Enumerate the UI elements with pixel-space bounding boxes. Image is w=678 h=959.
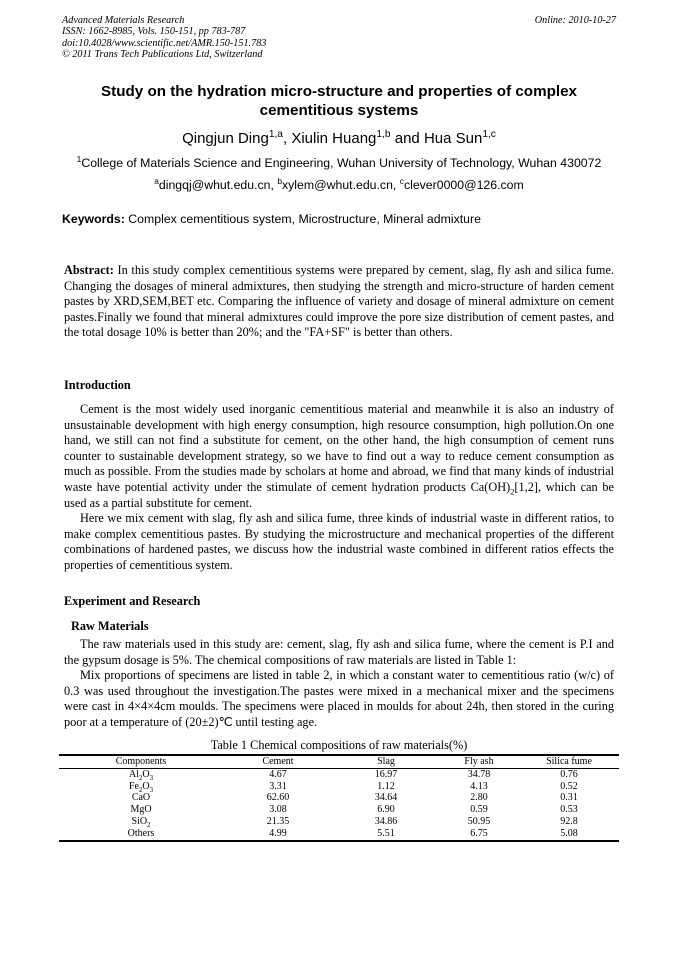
- formula-subscript: 3: [149, 786, 154, 794]
- author-name: Hua Sun: [423, 130, 483, 147]
- table-row: [59, 828, 619, 841]
- journal-name: Advanced Materials Research: [62, 15, 185, 26]
- author-emails: [62, 177, 616, 193]
- value-cell: 5.51: [377, 827, 395, 839]
- table-row: [59, 792, 619, 804]
- affiliation-sup: 1: [76, 153, 82, 164]
- value-cell: 0.59: [470, 804, 488, 816]
- table-body: [59, 768, 619, 840]
- affiliation-text: College of Materials Science and Engineering, Wuhan University of Technology, Wuhan 430072: [81, 156, 602, 170]
- author-sup: 1,b: [376, 129, 391, 140]
- value-cell: 4.67: [269, 768, 287, 780]
- formula-text: O: [142, 780, 150, 792]
- paragraph-text: [1,2], which can be used as a partial substitute for cement.: [64, 479, 614, 510]
- doi-line: doi:10.4028/www.scientific.net/AMR.150-151.783: [62, 37, 267, 49]
- value-cell: 0.76: [560, 768, 578, 780]
- value-cell: 34.78: [467, 768, 491, 780]
- email-sup: a: [154, 175, 159, 186]
- issn-line: ISSN: 1662-8985, Vols. 150-151, pp 783-787: [62, 26, 246, 38]
- table-caption: Table 1 Chemical compositions of raw materials(%): [210, 738, 468, 752]
- formula-text: Fe: [128, 780, 139, 792]
- journal-header: [62, 15, 266, 61]
- formula-text: SiO: [131, 815, 148, 827]
- paragraph: [64, 402, 614, 511]
- formula-subscript: 2: [138, 774, 143, 782]
- table-1: [59, 754, 619, 842]
- formula-text: Others: [127, 827, 155, 839]
- value-cell: 4.13: [470, 780, 488, 792]
- value-cell: 0.31: [560, 792, 578, 804]
- formula-text: Al: [128, 768, 139, 780]
- author-separator: and: [390, 130, 424, 147]
- component-cell: [59, 816, 223, 828]
- email-sup: c: [399, 175, 404, 186]
- value-cell: 21.35: [266, 815, 290, 827]
- value-cell: 62.60: [266, 792, 290, 804]
- subscript: 2: [510, 487, 515, 497]
- author-sup: 1,a: [268, 129, 283, 140]
- email: xylem@whut.edu.cn,: [282, 178, 400, 192]
- formula-text: CaO: [131, 792, 151, 804]
- keywords: [62, 211, 616, 227]
- author-name: Qingjun Ding: [182, 130, 269, 147]
- value-cell: 0.52: [560, 780, 578, 792]
- abstract-text: In this study complex cementitious systems were prepared by cement, slag, fly ash and silica fume. Changing the dosages of mineral admixtures, then studying the strength and micro-structure of harden cement pastes by XRD,SEM,BET etc. Comparing the influence of variety and dosage of mineral admixture on cement pastes.Finally we found that mineral admixtures could improve the pore size distribution of cement pastes, and the total dosage 10% is better than 20%; and the "FA+SF" is better than others.: [64, 263, 614, 340]
- formula-text: MgO: [130, 804, 152, 816]
- column-header: Slag: [377, 756, 395, 767]
- email: clever0000@126.com: [403, 178, 524, 192]
- component-cell: [59, 781, 223, 793]
- value-cell: 16.97: [374, 768, 398, 780]
- author-separator: ,: [282, 130, 292, 147]
- table-row: [59, 804, 619, 816]
- component-cell: [59, 768, 223, 780]
- table-row: [59, 816, 619, 828]
- paper-title: Study on the hydration micro-structure and properties of complex cementitious systems: [101, 83, 577, 119]
- affiliation: [62, 155, 616, 171]
- value-cell: 3.08: [269, 804, 287, 816]
- email-sup: b: [277, 175, 282, 186]
- abstract: [64, 263, 614, 341]
- header-row: [59, 755, 619, 768]
- section-heading-experiment: Experiment and Research: [64, 594, 201, 608]
- value-cell: 4.99: [269, 827, 287, 839]
- formula-subscript: 2: [138, 786, 143, 794]
- keywords-text: Complex cementitious system, Microstructure, Mineral admixture: [124, 212, 481, 226]
- paragraph: Mix proportions of specimens are listed in table 2, in which a constant water to cementitious ratio (w/c) of 0.3 was used throughout the investigation.The pastes were mixed in a mechanical mixer and the specimens were cast in 4×4×4cm moulds. The specimens were placed in moulds for about 24h, then stored in the curing poor at a temperature of (20±2)℃ until testing age.: [64, 668, 614, 729]
- composition-table: [59, 754, 619, 842]
- formula-subscript: 2: [147, 821, 151, 829]
- keywords-label: Keywords:: [62, 212, 125, 226]
- column-header: Fly ash: [464, 756, 494, 767]
- formula-text: O: [142, 768, 150, 780]
- value-cell: 34.64: [374, 792, 398, 804]
- value-cell: 6.90: [377, 804, 395, 816]
- author-sup: 1,c: [482, 129, 496, 140]
- value-cell: 3.31: [269, 780, 287, 792]
- paragraph: Here we mix cement with slag, fly ash and silica fume, three kinds of industrial waste in different ratios, to make complex cementitious pastes. By studying the microstructure and mechanical properties of the different combinations of hardened pastes, we discuss how the industrial waste combined in different ratios effects the properties of cementitious system.: [64, 511, 614, 572]
- value-cell: 92.8: [560, 815, 578, 827]
- value-cell: 2.80: [470, 792, 488, 804]
- introduction-body: [64, 402, 614, 574]
- value-cell: 1.12: [377, 780, 395, 792]
- component-cell: [59, 792, 223, 804]
- value-cell: 6.75: [470, 827, 488, 839]
- author-list: [62, 130, 616, 148]
- value-cell: 34.86: [374, 815, 398, 827]
- email: dingqj@whut.edu.cn,: [158, 178, 278, 192]
- section-heading-introduction: Introduction: [64, 378, 131, 392]
- online-date: Online: 2010-10-27: [534, 15, 616, 26]
- subsection-heading-raw-materials: Raw Materials: [71, 619, 149, 633]
- column-header: Components: [115, 756, 167, 767]
- table-row: [59, 781, 619, 793]
- component-cell: [59, 804, 223, 816]
- component-cell: [59, 828, 223, 841]
- value-cell: 0.53: [560, 804, 578, 816]
- author-name: Xiulin Huang: [291, 130, 377, 147]
- value-cell: 50.95: [467, 815, 491, 827]
- paragraph: The raw materials used in this study are: cement, slag, fly ash and silica fume, where the cement is P.I and the gypsum dosage is 5%. The chemical compositions of raw materials are listed in Table 1:: [64, 637, 614, 667]
- paragraph-text: Cement is the most widely used inorganic cementitious material and meanwhile it is also an industry of unsustainable development with high energy consumption, high resource consumption, high pollution.On one hand, we still can not find a substitute for cement, on the other hand, the high consumption of cement runs counter to sustainable development strategy, so we have to find out a way to reduce cement consumption as much as possible. From the studies made by scholars at home and abroad, we find that many kinds of industrial waste have potential activity under the stimulate of cement hydration products Ca(OH): [64, 402, 614, 494]
- copyright-line: © 2011 Trans Tech Publications Ltd, Switzerland: [62, 49, 263, 61]
- table-row: [59, 768, 619, 780]
- column-header: Silica fume: [546, 756, 592, 767]
- formula-subscript: 3: [149, 774, 154, 782]
- table-header: [59, 755, 619, 768]
- column-header: Cement: [262, 756, 294, 767]
- value-cell: 5.08: [560, 827, 578, 839]
- abstract-label: Abstract:: [64, 263, 114, 277]
- raw-materials-body: [64, 637, 614, 731]
